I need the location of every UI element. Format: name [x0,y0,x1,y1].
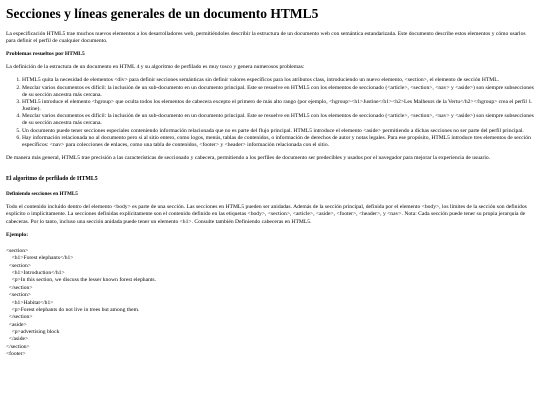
problems-heading: Problemas resueltos por HTML5 [6,51,85,58]
defining-sections-heading: Definiendo secciones en HTML5 [6,190,78,197]
algorithm-heading: El algoritmo de perfilado de HTML5 [6,176,98,183]
defining-sections-paragraph: Todo el contenido incluido dentro del elemento <body> es parte de una sección. Las secciones en HTML5 pueden ser anidadas. Además de la sección principal, definida por el elemento <body>, los límites de la sección son definidos explícito o implícitamente. La secciones definidas explícitamente son el contenido definido en las etiquetas <body>, <section>, <article>, <aside>, <footer>, <header>, y <nav>. Nota: Cada sección puede tener su propia jerarquía de cabeceras. Por lo tanto, incluso una sección anidada puede tener un elemento <h1>. Consulte también Definiendo cabeceras en HTML5. [6,204,527,225]
list-item: 6. Hay información relacionada no al documento pero si al sitio entero, como logos, menús, tablas de contenidos, o información de derechos de autor y notas legales. Para ese propósito, HTML5 introduce tres elementos de sección específicos: <nav> para colecciones de enlaces, como una tabla de contenidos, <footer> y <header> información relacionada con el sitio. [22,135,534,149]
code-example: <section> <h1>Forest elephants</h1> <section> <h1>Introduction</h1> <p>In this section, we discuss the lesser known forest elephants. </section> <section> <h1>Habitat</h1> <p>Forest elephants do not live in trees but among them. </section> <aside> <p>advertising block </aside> </section> <footer> [6,247,157,358]
list-item: 1. HTML5 quita la necesidad de elementos <div> para definir secciones semánticas sin definir valores específicos para los atributos class, introduciendo un nuevo elemento, <section>, el elemento de sección HTML. [22,77,534,84]
list-item: 3. HTML5 introduce el elemento <hgroup> que oculta todos los elementos de cabecera excepto el primero de más alto rango (por ejemplo, <hgroup><h1>Justine</h1><h2>Les Malheurs de la Vertu</h2></hgroup> crea el perfil 1. Justine). [22,99,534,113]
summary-paragraph: De manera más general, HTML5 trae precisión a las características de seccionado y cabecera, permitiendo a los perfiles de documento ser predecibles y usados por el navegador para mejorar la experiencia de usuario. [6,155,491,162]
problems-intro: La definición de la estructura de un documento en HTML 4 y su algoritmo de perfilado es muy tosco y genera numerosos problemas: [6,64,305,71]
intro-paragraph: La especificación HTML5 trae muchos nuevos elementos a los desarrolladores web, permitiéndoles describir la estructura de un documento web con semántica estandarizada. Este documento describe estos elementos y cómo usarlos para definir el perfil de cualquier documento. [6,30,526,44]
page-title: Secciones y líneas generales de un documento HTML5 [6,6,319,21]
list-item: 4. Mezclar varios documentos es difícil: la inclusión de un sub-documento en un documento principal. Este se resuelve en HTML5 con los elementos de seccionado (<article>, <section>, <nav> y <aside>) son siempre subsecciones de su sección ancestra más cercana. [22,113,534,127]
list-item: 5. Un documento puede tener secciones especiales conteniendo información relacionada que no es parte del flujo principal. HTML5 introduce el elemento <aside> permitiendo a dichas secciones no ser parte del perfil principal. [22,128,534,135]
example-label: Ejemplo: [6,231,29,238]
problems-list [6,77,534,149]
list-item: 2. Mezclar varios documentos es difícil: la inclusión de un sub-documento en un documento principal. Este se resuelve en HTML5 con los elementos de seccionado (<article>, <section>, <nav> y <aside>) son siempre subsecciones de su sección ancestra más cercana. [22,85,534,99]
